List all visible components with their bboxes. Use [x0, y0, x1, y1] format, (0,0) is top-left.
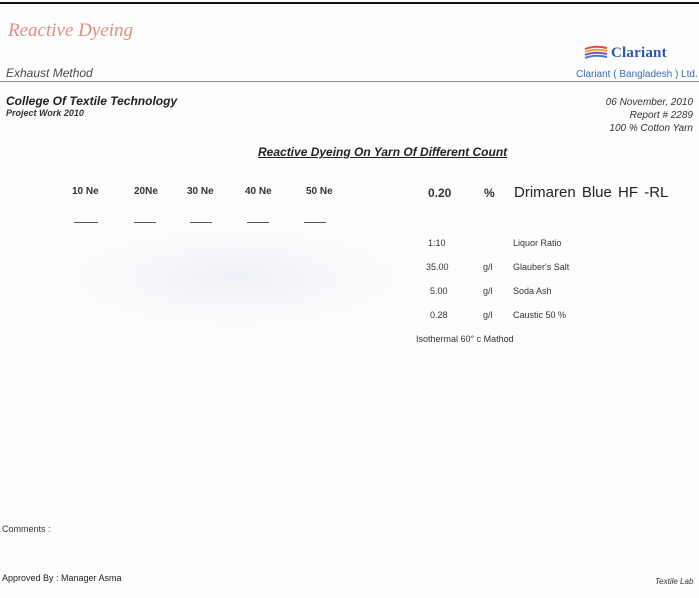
method-subtitle: Exhaust Method	[6, 66, 93, 80]
report-date: 06 November, 2010	[605, 97, 693, 108]
recipe-value: 5.00	[430, 286, 448, 296]
report-title: Reactive Dyeing	[8, 20, 134, 41]
recipe-value: 35.00	[426, 262, 449, 272]
dye-name: Drimaren Blue HF -RL	[514, 184, 669, 201]
section-heading: Reactive Dyeing On Yarn Of Different Count	[258, 145, 508, 159]
recipe-name: Caustic 50 %	[513, 310, 567, 320]
count-label: 30 Ne	[187, 186, 214, 197]
company-name: Clariant ( Bangladesh ) Ltd.	[576, 69, 698, 80]
dye-amount: 0.20	[428, 186, 452, 200]
recipe-name: Glauber's Salt	[513, 262, 570, 272]
recipe-unit: g/l	[483, 262, 493, 272]
sample-blank	[247, 222, 269, 223]
sample-blank	[304, 222, 326, 223]
lab-name: Textile Lab	[655, 577, 694, 586]
comments-label: Comments :	[2, 524, 51, 534]
approved-by: Approved By : Manager Asma	[2, 573, 122, 583]
count-label: 10 Ne	[72, 186, 99, 197]
material-description: 100 % Cotton Yarn	[609, 123, 693, 134]
sample-blank	[190, 222, 212, 223]
recipe-name: Soda Ash	[513, 286, 552, 296]
top-border	[0, 2, 699, 4]
dyeing-method: Isothermal 60° c Mathod	[416, 334, 514, 344]
header-divider	[0, 81, 699, 82]
clariant-logo	[583, 43, 693, 67]
recipe-value: 1:10	[428, 238, 446, 248]
count-label: 40 Ne	[245, 186, 272, 197]
sample-blank	[74, 222, 98, 223]
count-label: 20Ne	[134, 186, 158, 197]
count-label: 50 Ne	[306, 186, 333, 197]
recipe-unit: g/l	[483, 310, 493, 320]
report-number: Report # 2289	[629, 110, 693, 121]
recipe-name: Liquor Ratio	[513, 238, 562, 248]
project-name: Project Work 2010	[6, 108, 84, 118]
recipe-value: 0.28	[430, 310, 448, 320]
sample-blank	[134, 222, 156, 223]
dye-unit: %	[484, 186, 495, 200]
recipe-unit: g/l	[483, 286, 493, 296]
institution-name: College Of Textile Technology	[6, 94, 178, 108]
clariant-swoosh-icon	[583, 45, 609, 61]
brand-name: Clariant	[611, 45, 667, 61]
faint-scan-smudge	[70, 228, 400, 328]
